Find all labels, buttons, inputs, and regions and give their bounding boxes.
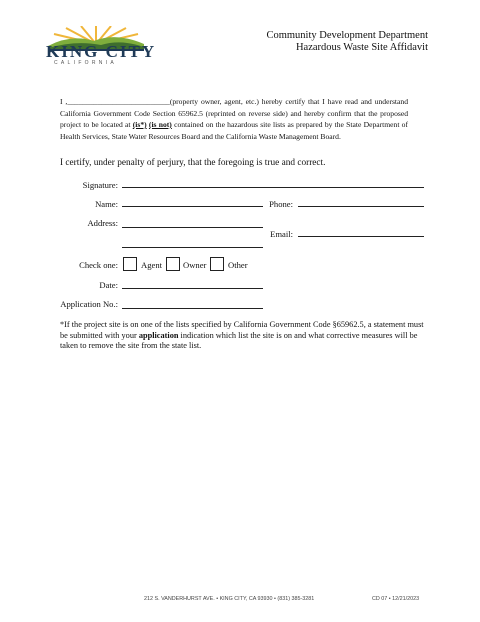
name-field[interactable]	[122, 206, 263, 207]
affidavit-paragraph	[60, 96, 408, 142]
paragraph-end: contained on the hazardous site lists as prepared by the State Department of Health Services, State Water Resources Board and the California Waste Management Board.	[60, 120, 408, 141]
is-option[interactable]: (is*)	[132, 120, 147, 129]
name-blank[interactable]: ___________________________	[67, 97, 170, 106]
address-label: Address:	[87, 218, 118, 228]
address-field-line2[interactable]	[122, 247, 263, 248]
check-one-label: Check one:	[79, 260, 118, 270]
name-label: Name:	[95, 199, 118, 209]
signature-field[interactable]	[122, 187, 424, 188]
owner-label: Owner	[183, 260, 207, 270]
paragraph-start: I ,	[60, 97, 68, 106]
application-no-field[interactable]	[122, 308, 263, 309]
footer-address: 212 S. VANDERHURST AVE. • KING CITY, CA 93930 • (831) 385-3281	[144, 596, 315, 602]
agent-checkbox[interactable]	[123, 257, 137, 271]
email-field[interactable]	[298, 236, 424, 237]
phone-field[interactable]	[298, 206, 424, 207]
department-name: Community Development Department	[266, 30, 428, 41]
address-field-line1[interactable]	[122, 227, 263, 228]
footer-form-code: CD 07 • 12/21/2023	[372, 596, 420, 602]
owner-checkbox[interactable]	[166, 257, 180, 271]
certify-statement: I certify, under penalty of perjury, that the foregoing is true and correct.	[60, 158, 326, 168]
footnote-bold-word: application	[138, 330, 179, 340]
is-not-option[interactable]: (is not)	[148, 120, 172, 129]
other-checkbox[interactable]	[210, 257, 224, 271]
email-label: Email:	[270, 229, 293, 239]
other-label: Other	[228, 260, 248, 270]
footnote: *If the project site is on one of the lists specified by California Government Code §65962.5, a statement must be submitted with your application indication which list the site is on and what corrective measures will be taken to remove the site from the state list.	[60, 320, 424, 350]
date-label: Date:	[99, 280, 118, 290]
logo-wordmark: KING CITY	[46, 42, 157, 61]
application-no-label: Application No.:	[60, 299, 118, 309]
signature-label: Signature:	[82, 180, 118, 190]
paragraph-text: (property owner, agent, etc.) hereby certify that I have read and understand California Government Code Section 65962.5 (reprinted on reverse side) and hereby confirm that the proposed project to be located at	[60, 97, 409, 129]
form-title: Hazardous Waste Site Affidavit	[295, 42, 428, 53]
date-field[interactable]	[122, 288, 263, 289]
logo-subtitle: CALIFORNIA	[54, 60, 118, 66]
phone-label: Phone:	[269, 199, 293, 209]
agent-label: Agent	[141, 260, 163, 270]
